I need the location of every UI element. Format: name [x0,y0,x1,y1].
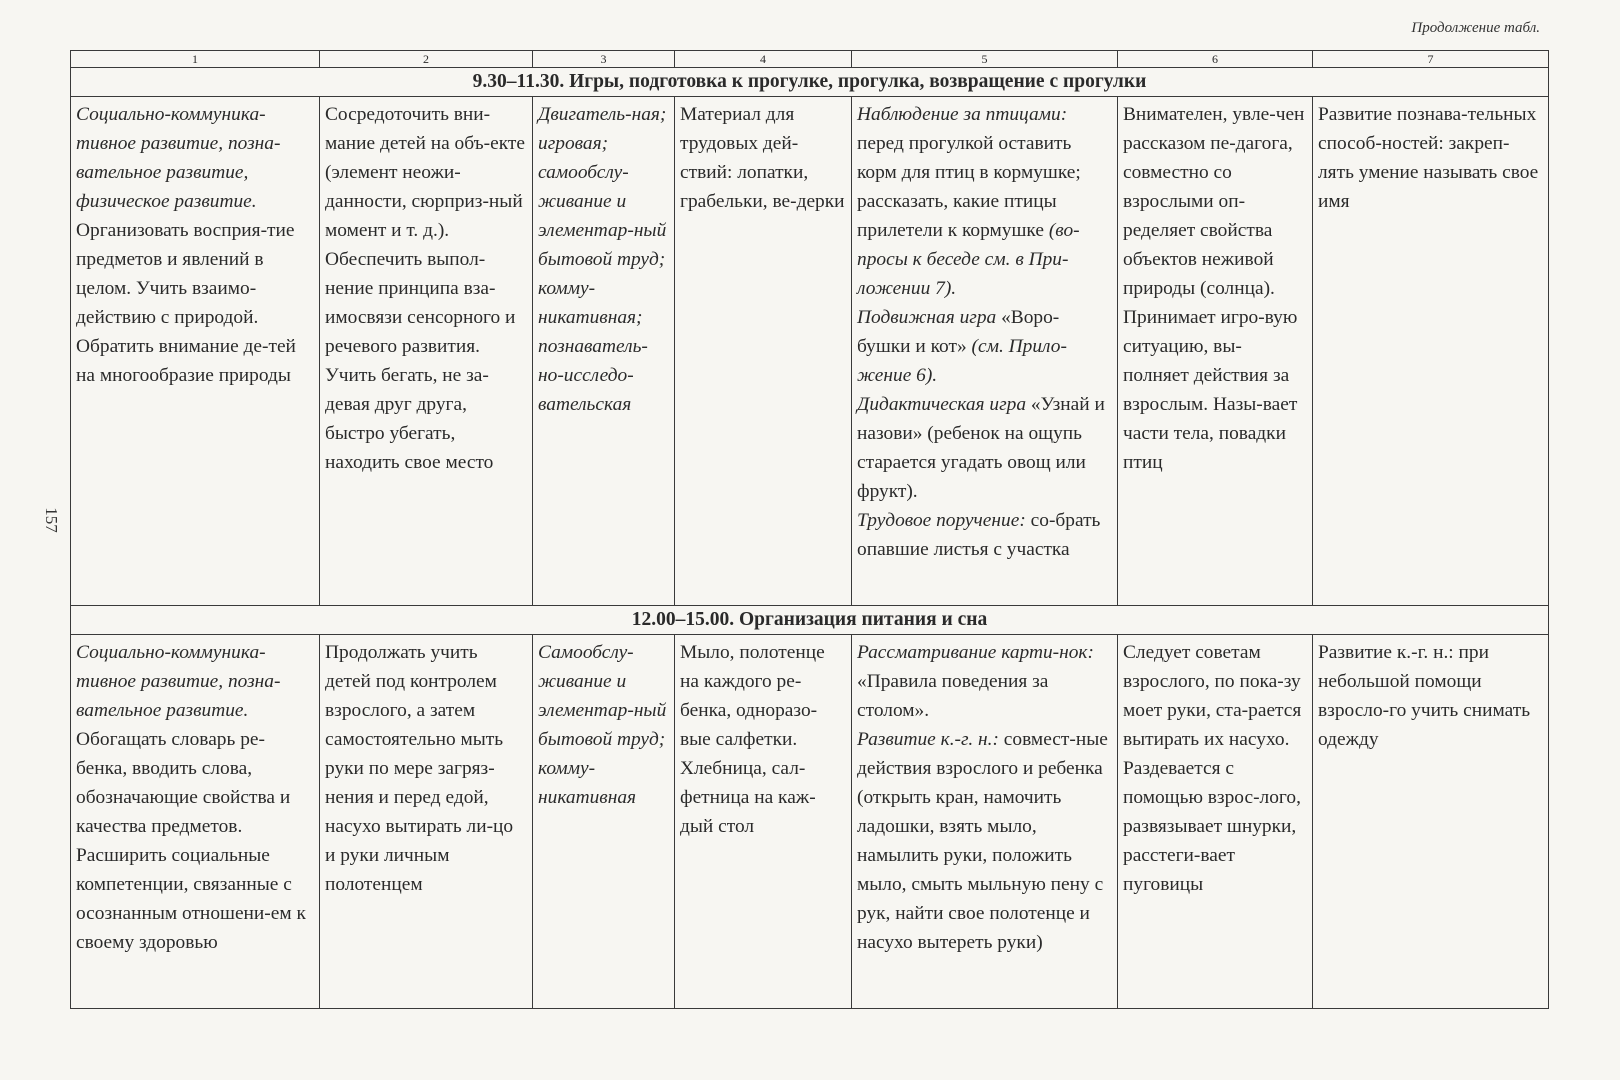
cell-activity-types [533,97,675,606]
materials-text: Мыло, полотенце на каждого ре-бенка, одноразо-вые салфетки. Хлебница, сал-фетница на каж-дый стол [680,642,825,837]
continuation-label: Продолжение табл. [1411,20,1540,36]
page-number: 157 [41,507,61,533]
cell-activity-types [533,635,675,1009]
section-header-row [71,68,1549,97]
individual-work-text: Развитие к.-г. н.: при небольшой помощи взросло-го учить снимать одежду [1318,642,1531,750]
form-text: «Узнай и назови» (ребенок на ощупь старается угадать овощ или фрукт). [857,394,1105,502]
form-label: Наблюдение за птицами: [857,104,1068,125]
form-text: совмест-ные действия взрослого и ребенка (открыть кран, намочить ладошки, взять мыло, намылить руки, положить мыло, смыть мыльную пену с рук, найти свое полотенце и насухо вытереть руки) [857,729,1108,953]
table-row [71,635,1549,1009]
form-reference: (см. Прило-жение 6). [857,336,1067,386]
form-label: Трудовое поручение: [857,510,1026,531]
column-numbers-row [71,51,1549,68]
section-title-walk: 9.30–11.30. Игры, подготовка к прогулке, прогулка, возвращение с прогулки [71,68,1549,97]
column-number: 1 [71,51,320,68]
section-header-row [71,606,1549,635]
column-number: 5 [852,51,1118,68]
individual-work-text: Развитие познава-тельных способ-ностей: закреп-лять умение называть свое имя [1318,104,1539,212]
cell-outcomes [1118,635,1313,1009]
development-areas: Социально-коммуника-тивное развитие, позна-вательное развитие. [76,642,281,721]
goals-text: Обогащать словарь ре-бенка, вводить слова, обозначающие свойства и качества предметов. Расширить социальные компетенции, связанные с осознанным отношени-ем к своему здоровью [76,729,306,953]
schedule-table [70,50,1549,1009]
goals-text: Организовать восприя-тие предметов и явлений в целом. Учить взаимо-действию с природой. Обратить внимание де-тей на многообразие природы [76,220,296,386]
outcomes-text: Следует советам взрослого, по пока-зу моет руки, ста-рается вытирать их насухо. Раздевается с помощью взрос-лого, развязывает шнурки, расстеги-вает пуговицы [1123,642,1302,895]
form-text: со-брать опавшие листья с участка [857,510,1101,560]
form-label: Дидактическая игра [857,394,1027,415]
column-number: 7 [1313,51,1549,68]
form-text: «Правила поведения за столом». [857,671,1049,721]
tasks-text: Продолжать учить детей под контролем взрослого, а затем самостоятельно мыть руки по мере загряз-нения и перед едой, насухо вытирать ли-цо и руки личным полотенцем [325,642,514,895]
column-number: 3 [533,51,675,68]
table-row [71,97,1549,606]
cell-individual-work [1313,97,1549,606]
cell-tasks [320,97,533,606]
cell-outcomes [1118,97,1313,606]
outcomes-text: Внимателен, увле-чен рассказом пе-дагога, совместно со взрослыми оп-ределяет свойства объектов неживой природы (солнца). Принимает игро-вую ситуацию, вы-полняет действия за взрослым. Назы-вает части тела, повадки птиц [1123,104,1305,473]
form-label: Подвижная игра [857,307,997,328]
column-number: 4 [675,51,852,68]
activity-types-text: Двигатель-ная; игровая; самообслу-живание и элементар-ный бытовой труд; комму-никативная; познаватель-но-исследо-вательская [538,104,667,415]
form-reference: (во-просы к беседе см. в При-ложении 7). [857,220,1080,299]
form-label: Развитие к.-г. н.: [857,729,999,750]
materials-text: Материал для трудовых дей-ствий: лопатки, грабельки, ве-дерки [680,104,845,212]
cell-materials [675,635,852,1009]
development-areas: Социально-коммуника-тивное развитие, позна-вательное развитие, физическое развитие. [76,104,281,212]
column-number: 2 [320,51,533,68]
cell-forms [852,97,1118,606]
column-number: 6 [1118,51,1313,68]
cell-individual-work [1313,635,1549,1009]
tasks-text: Сосредоточить вни-мание детей на объ-екте (элемент неожи-данности, сюрприз-ный момент и т. д.). Обеспечить выпол-нение принципа вза-имосвязи сенсорного и речевого развития. Учить бегать, не за-девая друг друга, быстро убегать, находить свое место [325,104,525,473]
form-text: перед прогулкой оставить корм для птиц в кормушке; рассказать, какие птицы прилетели к кормушке [857,133,1081,241]
section-title-meals: 12.00–15.00. Организация питания и сна [71,606,1549,635]
activity-types-text: Самообслу-живание и элементар-ный бытовой труд; комму-никативная [538,642,667,808]
cell-forms [852,635,1118,1009]
form-label: Рассматривание карти-нок: [857,642,1094,663]
cell-goals [71,635,320,1009]
form-text: «Воро-бушки и кот» [857,307,1060,357]
cell-materials [675,97,852,606]
cell-tasks [320,635,533,1009]
cell-goals [71,97,320,606]
